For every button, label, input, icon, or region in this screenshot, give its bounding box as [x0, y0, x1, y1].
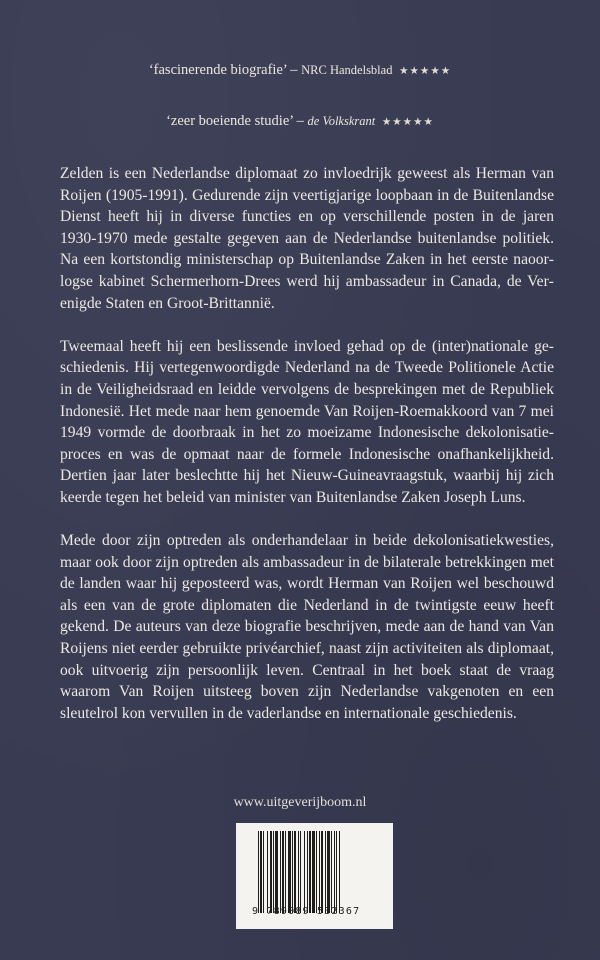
review-quote-volkskrant	[0, 113, 600, 130]
quote-source: NRC Handelsblad	[301, 63, 393, 77]
quote-dash: –	[296, 113, 304, 129]
blurb-paragraph-2: Tweemaal heeft hij een beslissende invloed gehad op de (inter)nationale geschiedenis. Hij vertegenwoordigde Nederland na de Tweede Politionele Actie in de Veiligheidsraad en leidde vervolgens de besprekingen met de Republiek Indonesië. Het mede naar hem genoemde Van Roijen-Roemakkoord van 7 mei 1949 vormde de doorbraak in het zo moeizame Indonesische dekolonisatieproces en was de opmaat naar de formele Indonesische onafhankelijkheid. Dertien jaar later beslechtte hij het Nieuw-Guineavraagstuk, waarbij hij zich keerde tegen het beleid van minister van Buitenlandse Zaken Joseph Luns.	[60, 337, 554, 506]
quote-text: ‘zeer boeiende studie’	[166, 113, 294, 129]
isbn-barcode	[236, 823, 393, 929]
quote-source: de Volkskrant	[307, 114, 376, 128]
quote-dash: –	[290, 62, 298, 78]
quote-text: ‘fascinerende biografie’	[148, 62, 287, 78]
blurb-paragraph-1: Zelden is een Nederlandse diplomaat zo invloedrijk geweest als Herman van Roijen (1905-1991). Gedurende zijn veertigjarige loopbaan in de Buitenlandse Dienst heeft hij in diverse functies en op verschillende posten in de jaren 1930-1970 mede gestalte gegeven aan de Nederlandse buitenlandse politiek. Na een kortstondig ministerschap op Buitenlandse Zaken in het eerste naoorlogse kabinet Schermerhorn-Drees werd hij ambassadeur in Canada, de Verenigde Staten en Groot-Brittannië.	[60, 165, 554, 312]
review-quote-nrc	[0, 62, 600, 79]
publisher-website: www.uitgeverijboom.nl	[233, 795, 367, 810]
blurb-paragraph-3: Mede door zijn optreden als onderhandelaar in beide dekolonisatiekwesties, maar ook door zijn optreden als ambassadeur in de bilaterale betrekkingen met de landen waar hij geposteerd was, wordt Herman van Roijen wel beschouwd als een van de grote diplomaten die Nederland in de twintigste eeuw heeft gekend. De auteurs van deze biografie beschrijven, mede aan de hand van Van Roijens niet eerder gebruikte privéarchief, naast zijn activiteiten als diplomaat, ook uitvoerig zijn persoonlijk leven. Centraal in het boek staat de vraag waarom Van Roijen uitsteeg boven zijn Nederlandse vakgenoten en een sleutelrol kon vervullen in de vaderlandse en internationale geschiedenis.	[60, 532, 554, 722]
book-blurb	[60, 163, 554, 724]
star-rating-icon: ★★★★★	[399, 66, 452, 77]
isbn-number: 9 789089 532367	[252, 906, 361, 917]
barcode-icon	[258, 831, 371, 913]
star-rating-icon: ★★★★★	[381, 117, 434, 128]
